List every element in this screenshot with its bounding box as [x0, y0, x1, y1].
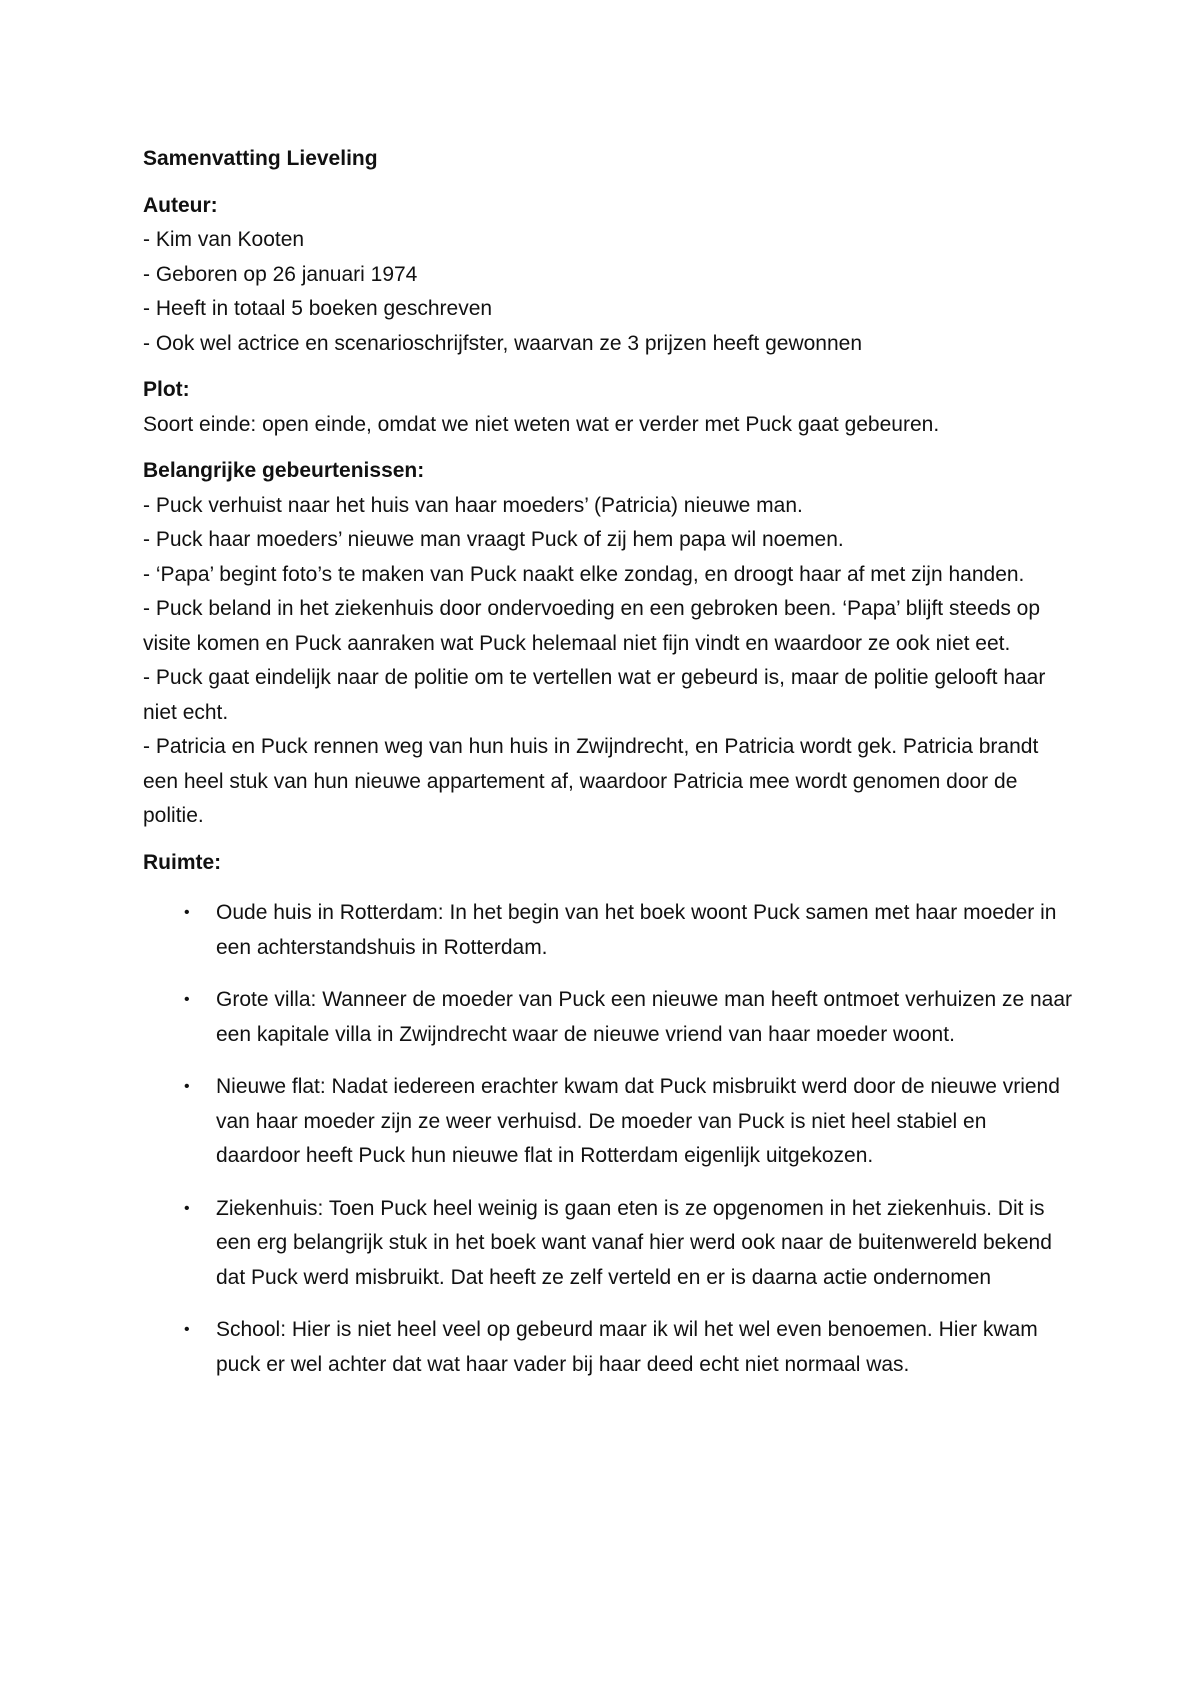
- auteur-line: - Heeft in totaal 5 boeken geschreven: [143, 297, 493, 320]
- gebeurtenis-item: - Puck gaat eindelijk naar de politie om te vertellen wat er gebeurd is, maar de politie gelooft haar niet echt.: [143, 666, 1046, 724]
- document-page: [143, 142, 1073, 1400]
- plot-section: [143, 373, 1073, 442]
- plot-heading: Plot:: [143, 378, 190, 401]
- document-title: Samenvatting Lieveling: [143, 147, 378, 170]
- gebeurtenis-item: - Puck haar moeders’ nieuwe man vraagt Puck of zij hem papa wil noemen.: [143, 528, 844, 551]
- bullet-icon: •: [184, 1199, 190, 1217]
- gebeurtenis-item: - Puck beland in het ziekenhuis door ondervoeding en een gebroken been. ‘Papa’ blijft steeds op visite komen en Puck aanraken wat Puck helemaal niet fijn vindt en waardoor ze ook niet eet.: [143, 597, 1041, 655]
- gebeurtenis-item: - Puck verhuist naar het huis van haar moeders’ (Patricia) nieuwe man.: [143, 493, 803, 517]
- gebeurtenissen-section: [143, 454, 1073, 834]
- auteur-section: [143, 189, 1073, 362]
- list-item: [143, 896, 1073, 965]
- bullet-icon: •: [184, 991, 190, 1008]
- list-item: [143, 1313, 1073, 1382]
- plot-text: Soort einde: open einde, omdat we niet weten wat er verder met Puck gaat gebeuren.: [143, 412, 940, 436]
- list-item: [143, 983, 1073, 1052]
- list-item-text: Oude huis in Rotterdam: In het begin van het boek woont Puck samen met haar moeder in een achterstandshuis in Rotterdam.: [216, 901, 1057, 959]
- ruimte-section: [143, 846, 1073, 1383]
- list-item-text: Nieuwe flat: Nadat iedereen erachter kwam dat Puck misbruikt werd door de nieuwe vriend van haar moeder zijn ze weer verhuisd. De moeder van Puck is niet heel stabiel en daardoor heeft Puck hun nieuwe flat in Rotterdam eigenlijk uitgekozen.: [216, 1075, 1060, 1167]
- bullet-icon: •: [184, 904, 190, 921]
- auteur-line: - Ook wel actrice en scenarioschrijfster, waarvan ze 3 prijzen heeft gewonnen: [143, 331, 863, 355]
- list-item: [143, 1192, 1073, 1296]
- ruimte-heading: Ruimte:: [143, 850, 222, 874]
- auteur-heading: Auteur:: [143, 193, 218, 217]
- list-item-text: School: Hier is niet heel veel op gebeurd maar ik wil het wel even benoemen. Hier kwam puck er wel achter dat wat haar vader bij haar deed echt niet normaal was.: [216, 1318, 1038, 1376]
- bullet-icon: •: [184, 1321, 190, 1338]
- auteur-line: - Kim van Kooten: [143, 228, 305, 251]
- auteur-line: - Geboren op 26 januari 1974: [143, 262, 418, 286]
- ruimte-list: [143, 896, 1073, 1382]
- list-item-text: Grote villa: Wanneer de moeder van Puck een nieuwe man heeft ontmoet verhuizen ze naar een kapitale villa in Zwijndrecht waar de nieuwe vriend van haar moeder woont.: [216, 988, 1073, 1046]
- gebeurtenis-item: - ‘Papa’ begint foto’s te maken van Puck naakt elke zondag, en droogt haar af met zijn handen.: [143, 562, 1025, 586]
- list-item: [143, 1070, 1073, 1174]
- bullet-icon: •: [184, 1078, 190, 1095]
- list-item-text: Ziekenhuis: Toen Puck heel weinig is gaan eten is ze opgenomen in het ziekenhuis. Dit is een erg belangrijk stuk in het boek want vanaf hier werd ook naar de buitenwereld bekend dat Puck werd misbruikt. Dat heeft ze zelf verteld en er is daarna actie ondernomen: [216, 1196, 1052, 1289]
- gebeurtenis-item: - Patricia en Puck rennen weg van hun huis in Zwijndrecht, en Patricia wordt gek. Patricia brandt een heel stuk van hun nieuwe appartement af, waardoor Patricia mee wordt genomen door de politie.: [143, 735, 1039, 827]
- gebeurtenissen-heading: Belangrijke gebeurtenissen:: [143, 459, 425, 482]
